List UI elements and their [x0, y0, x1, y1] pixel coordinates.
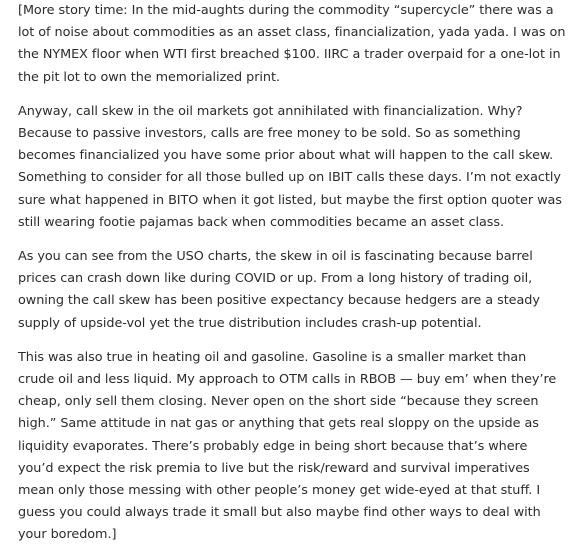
paragraph-heating-oil-gasoline: This was also true in heating oil and gasoline. Gasoline is a smaller market than crude oil and less liquid. My approach to OTM calls in RBOB — buy em’ when they’re cheap, only sell them closing. Never open on the short side “because they screen high.” Same attitude in nat gas or anything that gets real sloppy on the upside as liquidity evaporates. There’s probably edge in being short because that’s where you’d expect the risk premia to live but the risk/reward and survival imperatives mean only those messing with other people’s money get wide-eyed at that stuff. I guess you could always trade it small but also maybe find other ways to deal with your boredom.] [18, 349, 557, 543]
paragraph-story-time: [More story time: In the mid-aughts during the commodity “supercycle” there was a lot of noise about commodities as an asset class, financialization, yada yada. I was on the NYMEX floor when WTI first breached $100. IIRC a trader overpaid for a one-lot in the pit lot to own the memorialized print. [18, 3, 566, 85]
paragraph-call-skew: Anyway, call skew in the oil markets got annihilated with financialization. Why? Because to passive investors, calls are free money to be sold. So as something becomes financialized you have some prior about what will happen to the call skew. Something to consider for all those bulled up on IBIT calls these days. I’m not exactly sure what happened in BITO when it got listed, but maybe the first option quoter was still wearing footie pajamas back when commodities became an asset class. [18, 103, 562, 230]
article-body [18, 0, 566, 559]
paragraph-uso-charts: As you can see from the USO charts, the skew in oil is fascinating because barrel prices can crash down like during COVID or up. From a long history of trading oil, owning the call skew has been positive expectancy because hedgers are a steady supply of upside-vol yet the true distribution includes crash-up potential. [18, 249, 540, 331]
